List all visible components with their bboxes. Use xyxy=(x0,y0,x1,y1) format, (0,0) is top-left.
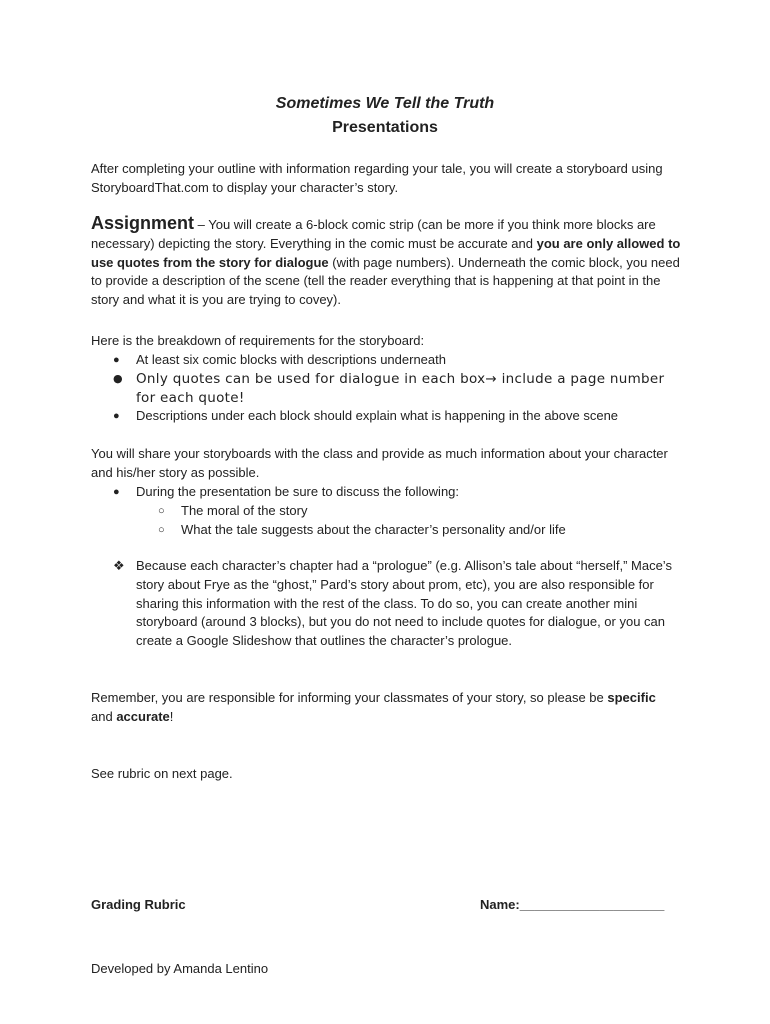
requirements-list xyxy=(113,351,683,426)
breakdown-intro: Here is the breakdown of requirements for the storyboard: xyxy=(91,333,425,348)
remember-text-a: Remember, you are responsible for informing your classmates of your story, so please be xyxy=(91,690,608,705)
remember-text-c: ! xyxy=(169,708,174,724)
remember-paragraph xyxy=(91,689,681,727)
list-item xyxy=(113,407,683,426)
footer-credit: Developed by Amanda Lentino xyxy=(91,961,269,976)
prologue-text: Because each character’s chapter had a “prologue” (e.g. Allison’s tale about “herself,” Mace’s story about Frye as the “ghost,” Pard’s story about prom, etc), you are also responsible for sharing this information with the rest of the class. To do so, you can create another mini storyboard (around 3 blocks), but you do not need to include quotes for dialogue, or you can create a Google Slideshow that outlines the character’s prologue. xyxy=(136,558,672,649)
requirement-text: At least six comic blocks with descriptions underneath xyxy=(136,352,446,367)
discussion-point: What the tale suggests about the character’s personality and/or life xyxy=(181,521,566,537)
assignment-bold-text: you are only allowed to use quotes from the story for dialogue xyxy=(91,235,681,270)
circle-bullet-icon: ○ xyxy=(158,504,165,517)
requirement-text: Descriptions under each block should explain what is happening in the above scene xyxy=(136,408,619,424)
assignment-paragraph xyxy=(91,214,681,310)
diamond-bullet-icon: ❖ xyxy=(113,558,125,573)
presentation-list xyxy=(113,483,683,539)
presentation-item-text: During the presentation be sure to discuss the following: xyxy=(136,484,460,499)
list-item xyxy=(136,502,683,521)
discussion-sublist xyxy=(136,502,683,540)
requirement-text: Only quotes can be used for dialogue in each box→ include a page number for each quote! xyxy=(136,370,665,406)
document-subtitle: Presentations xyxy=(332,119,438,136)
name-field: Name:____________________ xyxy=(480,897,665,912)
bullet-icon: ● xyxy=(113,354,120,366)
assignment-heading: Assignment xyxy=(91,213,195,233)
list-item xyxy=(113,351,683,370)
discussion-point: The moral of the story xyxy=(181,502,308,518)
remember-text-b: and xyxy=(91,708,117,724)
see-rubric-note: See rubric on next page. xyxy=(91,766,233,781)
grading-rubric-heading: Grading Rubric xyxy=(91,897,186,912)
list-item xyxy=(113,483,683,539)
circle-bullet-icon: ○ xyxy=(158,523,165,536)
intro-paragraph: After completing your outline with information regarding your tale, you will create a storyboard using StoryboardThat.com to display your character’s story. xyxy=(91,161,663,195)
list-item xyxy=(113,557,683,651)
bullet-icon: ● xyxy=(113,371,123,385)
assignment-text-b: (with page numbers). Underneath the comic block, you need to provide a description of the scene (tell the reader everything that is happening at that point in the story and what it is you are trying to covey). xyxy=(91,254,680,308)
list-item xyxy=(113,370,683,408)
assignment-text-a: – You will create a 6-block comic strip (can be more if you think more blocks are necessary) depicting the story. Everything in the comic must be accurate and xyxy=(91,217,656,251)
bullet-icon: ● xyxy=(113,486,120,498)
document-title: Sometimes We Tell the Truth xyxy=(275,95,495,112)
list-item xyxy=(136,521,683,540)
remember-bold-accurate: accurate xyxy=(116,708,170,724)
share-paragraph: You will share your storyboards with the class and provide as much information about your character and his/her story as possible. xyxy=(91,446,668,480)
prologue-list xyxy=(113,557,683,651)
remember-bold-specific: specific xyxy=(607,690,656,705)
bullet-icon: ● xyxy=(113,410,120,423)
